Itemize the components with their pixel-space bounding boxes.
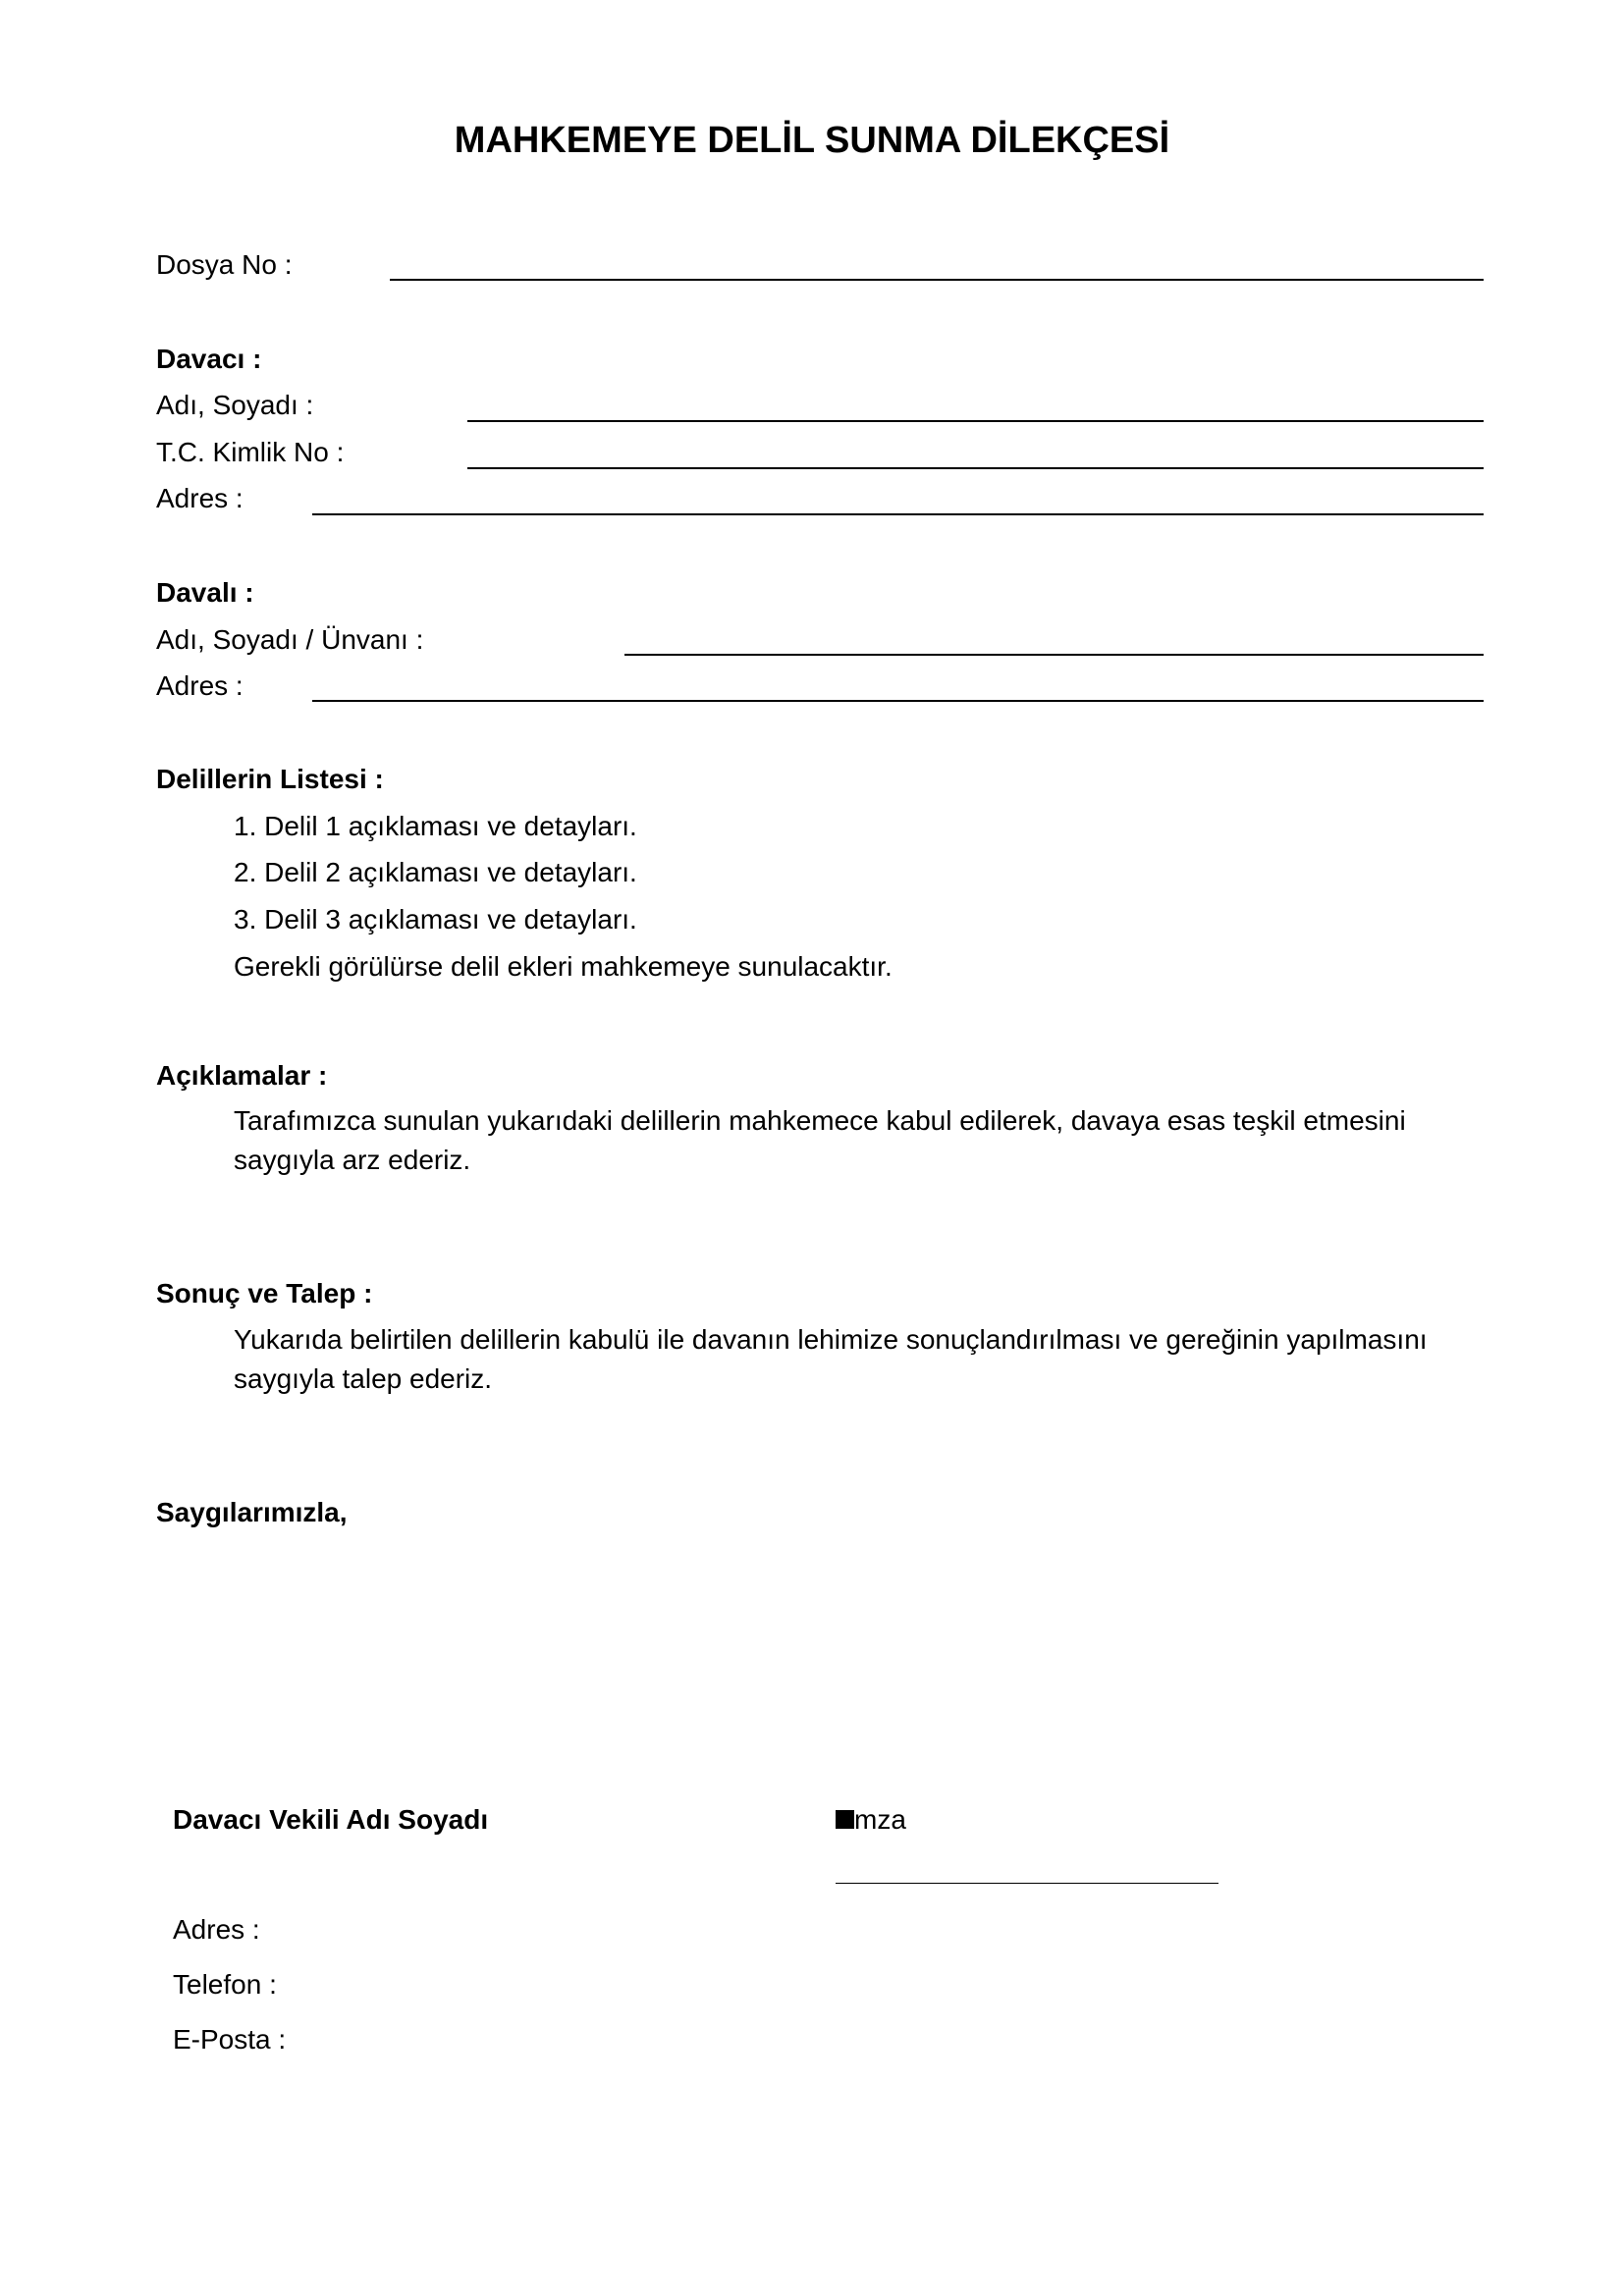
deliller-heading: Delillerin Listesi : (156, 764, 384, 794)
document-title: MAHKEMEYE DELİL SUNMA DİLEKÇESİ (454, 120, 1170, 161)
dosya-no-label: Dosya No : (156, 249, 293, 280)
delil-item-2: 2. Delil 2 açıklaması ve detayları. (234, 857, 637, 887)
closing-text: Saygılarımızla, (156, 1497, 348, 1527)
aciklamalar-text: Tarafımızca sunulan yukarıdaki delillerin mahkemece kabul edilerek, davaya esas teşkil etmesini saygıyla arz ederiz. (234, 1105, 1406, 1175)
davali-address-label: Adres : (156, 670, 244, 701)
davali-name-line[interactable] (624, 654, 1484, 656)
davaci-name-label: Adı, Soyadı : (156, 390, 314, 420)
davaci-name-line[interactable] (467, 420, 1484, 422)
dosya-no-line[interactable] (390, 279, 1484, 281)
attorney-email-label: E-Posta : (173, 2024, 287, 2055)
davaci-address-label: Adres : (156, 483, 244, 513)
signature-line[interactable] (836, 1883, 1218, 1884)
deliller-note: Gerekli görülürse delil ekleri mahkemeye sunulacaktır. (234, 951, 893, 982)
square-bullet-icon (836, 1810, 854, 1829)
aciklamalar-heading: Açıklamalar : (156, 1060, 328, 1091)
attorney-name-label: Davacı Vekili Adı Soyadı (173, 1804, 489, 1835)
signature-label (836, 1806, 906, 1834)
delil-item-3: 3. Delil 3 açıklaması ve detayları. (234, 904, 637, 934)
attorney-phone-label: Telefon : (173, 1969, 277, 2000)
sonuc-heading: Sonuç ve Talep : (156, 1278, 373, 1308)
davaci-tc-label: T.C. Kimlik No : (156, 437, 345, 467)
signature-label-text: mza (854, 1804, 906, 1835)
davali-address-line[interactable] (312, 700, 1484, 702)
sonuc-text: Yukarıda belirtilen delillerin kabulü ile davanın lehimize sonuçlandırılması ve gereğinin yapılmasını saygıyla talep ederiz. (234, 1324, 1428, 1394)
davaci-heading: Davacı : (156, 344, 262, 374)
davali-heading: Davalı : (156, 577, 254, 608)
davaci-address-line[interactable] (312, 513, 1484, 515)
davali-name-label: Adı, Soyadı / Ünvanı : (156, 624, 424, 655)
delil-item-1: 1. Delil 1 açıklaması ve detayları. (234, 811, 637, 841)
attorney-address-label: Adres : (173, 1914, 260, 1945)
davaci-tc-line[interactable] (467, 467, 1484, 469)
